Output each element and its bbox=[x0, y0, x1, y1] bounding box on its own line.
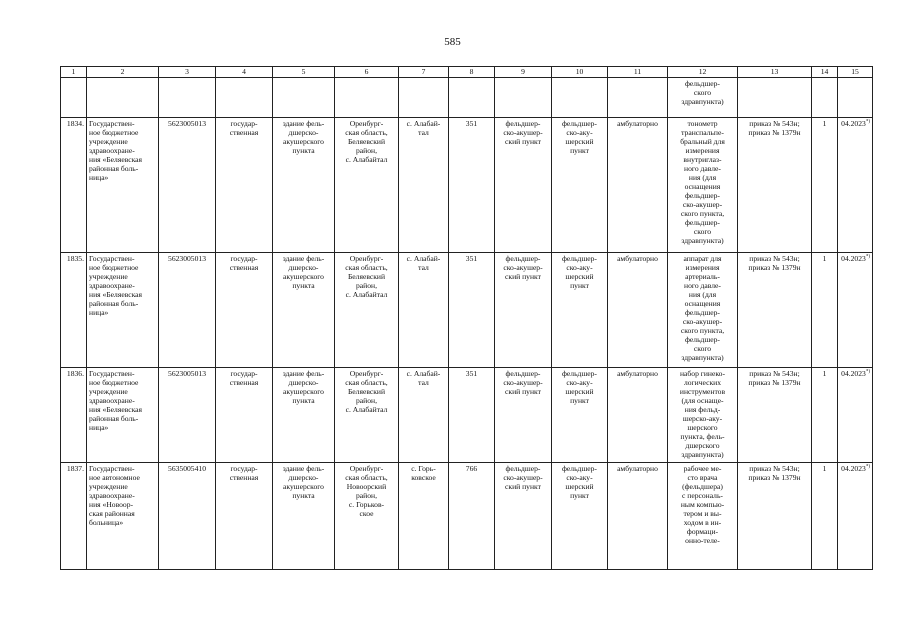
settlement-text: с. Алабай- тал bbox=[406, 369, 441, 387]
empty-cell bbox=[812, 78, 838, 118]
empty-cell bbox=[495, 78, 552, 118]
delivery-date-text: 04.2023 bbox=[841, 254, 866, 263]
organization-name-text: Государствен- ное автономное учреждение здравоохране- ния «Новоор- ская районная больница» bbox=[89, 464, 140, 527]
empty-cell bbox=[608, 78, 668, 118]
row-number bbox=[61, 368, 87, 463]
col-number: 5 bbox=[273, 67, 335, 78]
address bbox=[335, 463, 399, 570]
settlement bbox=[399, 463, 449, 570]
delivery-date bbox=[838, 463, 873, 570]
quantity bbox=[812, 118, 838, 253]
population-count bbox=[449, 253, 495, 368]
unit-name bbox=[552, 253, 608, 368]
unit-type-text: фельдшер- ско-акушер- ский пункт bbox=[503, 254, 543, 281]
unit-name-text: фельдшер- ско-аку- шерский пункт bbox=[562, 464, 597, 500]
equipment-name-text: аппарат для измерения артериаль- ного давле- ния (для оснащения фельдшер- ско-акушер- ского пункта, фельдшер- ского здравпункта) bbox=[680, 254, 725, 362]
address bbox=[335, 368, 399, 463]
unit-name-text: фельдшер- ско-аку- шерский пункт bbox=[562, 369, 597, 405]
row-number bbox=[61, 118, 87, 253]
equipment-name-text: набор гинеко- логических инструментов (для оснаще- ния фельд- шерско-аку- шерского пункта, фель- дшерского здравпункта) bbox=[679, 369, 726, 459]
settlement-text: с. Горь- ковское bbox=[411, 464, 436, 482]
empty-cell bbox=[216, 78, 273, 118]
unit-name bbox=[552, 118, 608, 253]
care-condition-text: амбулаторно bbox=[617, 464, 658, 473]
organization-name-text: Государствен- ное бюджетное учреждение здравоохране- ния «Беляевская районная боль- ница» bbox=[89, 119, 143, 182]
empty-cell bbox=[61, 78, 87, 118]
organization-code-text: 5623005013 bbox=[168, 254, 206, 263]
empty-cell bbox=[399, 78, 449, 118]
ownership-form bbox=[216, 253, 273, 368]
ownership-form-text: государ- ственная bbox=[229, 119, 259, 137]
population-count bbox=[449, 368, 495, 463]
unit-type-text: фельдшер- ско-акушер- ский пункт bbox=[503, 119, 543, 146]
empty-cell bbox=[552, 78, 608, 118]
unit-type-text: фельдшер- ско-акушер- ский пункт bbox=[503, 464, 543, 491]
col-number: 1 bbox=[61, 67, 87, 78]
population-count bbox=[449, 463, 495, 570]
organization-code bbox=[159, 253, 216, 368]
empty-cell bbox=[273, 78, 335, 118]
settlement-text: с. Алабай- тал bbox=[406, 119, 441, 137]
ownership-form-text: государ- ственная bbox=[229, 254, 259, 272]
settlement-text: с. Алабай- тал bbox=[406, 254, 441, 272]
address-text: Оренбург- ская область, Беляевский район, с. Алабайтал bbox=[345, 369, 388, 414]
delivery-date-text: 04.2023 bbox=[841, 464, 866, 473]
organization-name bbox=[87, 368, 159, 463]
address bbox=[335, 118, 399, 253]
empty-cell bbox=[87, 78, 159, 118]
equipment-continued: фельдшер- ского здравпункта) bbox=[668, 78, 738, 118]
col-number: 14 bbox=[812, 67, 838, 78]
address-text: Оренбург- ская область, Беляевский район, с. Алабайтал bbox=[345, 254, 388, 299]
registry-table bbox=[60, 66, 873, 570]
population-count bbox=[449, 118, 495, 253]
unit-name-text: фельдшер- ско-аку- шерский пункт bbox=[562, 254, 597, 290]
organization-code bbox=[159, 368, 216, 463]
unit-name bbox=[552, 368, 608, 463]
equipment-name bbox=[668, 463, 738, 570]
care-condition-text: амбулаторно bbox=[617, 369, 658, 378]
continued-row bbox=[61, 78, 873, 118]
ownership-form bbox=[216, 118, 273, 253]
delivery-date-text: 04.2023 bbox=[841, 119, 866, 128]
row-number-text: 1836. bbox=[66, 369, 84, 378]
address-text: Оренбург- ская область, Новоорский район, с. Горьков- ское bbox=[345, 464, 388, 518]
table-row bbox=[61, 463, 873, 570]
footnote-mark: *) bbox=[865, 464, 870, 470]
organization-code bbox=[159, 118, 216, 253]
care-condition-text: амбулаторно bbox=[617, 254, 658, 263]
table-row bbox=[61, 368, 873, 463]
col-number: 2 bbox=[87, 67, 159, 78]
organization-name bbox=[87, 463, 159, 570]
building-type-text: здание фель- дшерско- акушерского пункта bbox=[282, 254, 325, 290]
ownership-form-text: государ- ственная bbox=[229, 369, 259, 387]
col-number: 15 bbox=[838, 67, 873, 78]
equipment-name-text: тонометр транспальпе- бральный для измерения внутриглаз- ного давле- ния (для оснащения фельдшер- ско-акушер- ского пункта, фельдшер- ского здравпункта) bbox=[680, 119, 725, 245]
building-type-text: здание фель- дшерско- акушерского пункта bbox=[282, 369, 325, 405]
organization-name bbox=[87, 118, 159, 253]
unit-type bbox=[495, 118, 552, 253]
col-number: 11 bbox=[608, 67, 668, 78]
care-condition bbox=[608, 118, 668, 253]
empty-cell bbox=[159, 78, 216, 118]
empty-cell bbox=[738, 78, 812, 118]
organization-name-text: Государствен- ное бюджетное учреждение здравоохране- ния «Беляевская районная боль- ница» bbox=[89, 369, 143, 432]
quantity bbox=[812, 368, 838, 463]
organization-code-text: 5623005013 bbox=[168, 369, 206, 378]
normative-order-text: приказ № 543н; приказ № 1379н bbox=[748, 254, 801, 272]
care-condition-text: амбулаторно bbox=[617, 119, 658, 128]
organization-name bbox=[87, 253, 159, 368]
organization-code bbox=[159, 463, 216, 570]
col-number: 8 bbox=[449, 67, 495, 78]
row-number-text: 1835. bbox=[66, 254, 84, 263]
organization-name-text: Государствен- ное бюджетное учреждение здравоохране- ния «Беляевская районная боль- ница» bbox=[89, 254, 143, 317]
col-number: 3 bbox=[159, 67, 216, 78]
table-row bbox=[61, 118, 873, 253]
unit-type bbox=[495, 463, 552, 570]
delivery-date bbox=[838, 253, 873, 368]
care-condition bbox=[608, 463, 668, 570]
row-number-text: 1837. bbox=[66, 464, 84, 473]
normative-order bbox=[738, 463, 812, 570]
population-count-text: 351 bbox=[465, 369, 478, 378]
settlement bbox=[399, 118, 449, 253]
quantity-text: 1 bbox=[822, 369, 827, 378]
normative-order-text: приказ № 543н; приказ № 1379н bbox=[748, 464, 801, 482]
footnote-mark: *) bbox=[865, 119, 870, 125]
col-number: 7 bbox=[399, 67, 449, 78]
unit-type-text: фельдшер- ско-акушер- ский пункт bbox=[503, 369, 543, 396]
row-number bbox=[61, 253, 87, 368]
equipment-name bbox=[668, 118, 738, 253]
col-number: 12 bbox=[668, 67, 738, 78]
unit-name-text: фельдшер- ско-аку- шерский пункт bbox=[562, 119, 597, 155]
footnote-mark: *) bbox=[865, 254, 870, 260]
organization-code-text: 5623005013 bbox=[168, 119, 206, 128]
row-number-text: 1834. bbox=[66, 119, 84, 128]
equipment-name bbox=[668, 253, 738, 368]
care-condition bbox=[608, 253, 668, 368]
organization-code-text: 5635005410 bbox=[168, 464, 206, 473]
building-type-text: здание фель- дшерско- акушерского пункта bbox=[282, 464, 325, 500]
quantity bbox=[812, 253, 838, 368]
normative-order-text: приказ № 543н; приказ № 1379н bbox=[748, 119, 801, 137]
empty-cell bbox=[838, 78, 873, 118]
normative-order bbox=[738, 253, 812, 368]
care-condition bbox=[608, 368, 668, 463]
population-count-text: 766 bbox=[465, 464, 478, 473]
normative-order bbox=[738, 118, 812, 253]
column-number-row bbox=[61, 67, 873, 78]
address bbox=[335, 253, 399, 368]
col-number: 13 bbox=[738, 67, 812, 78]
population-count-text: 351 bbox=[465, 119, 478, 128]
delivery-date bbox=[838, 118, 873, 253]
building-type-text: здание фель- дшерско- акушерского пункта bbox=[282, 119, 325, 155]
address-text: Оренбург- ская область, Беляевский район, с. Алабайтал bbox=[345, 119, 388, 164]
normative-order bbox=[738, 368, 812, 463]
building-type bbox=[273, 368, 335, 463]
building-type bbox=[273, 253, 335, 368]
ownership-form bbox=[216, 463, 273, 570]
footnote-mark: *) bbox=[865, 369, 870, 375]
page-number: 585 bbox=[444, 36, 461, 48]
ownership-form bbox=[216, 368, 273, 463]
empty-cell bbox=[449, 78, 495, 118]
quantity-text: 1 bbox=[822, 119, 827, 128]
ownership-form-text: государ- ственная bbox=[229, 464, 259, 482]
col-number: 6 bbox=[335, 67, 399, 78]
row-number bbox=[61, 463, 87, 570]
unit-type bbox=[495, 368, 552, 463]
table-row bbox=[61, 253, 873, 368]
quantity-text: 1 bbox=[822, 254, 827, 263]
col-number: 9 bbox=[495, 67, 552, 78]
building-type bbox=[273, 118, 335, 253]
settlement bbox=[399, 253, 449, 368]
col-number: 4 bbox=[216, 67, 273, 78]
col-number: 10 bbox=[552, 67, 608, 78]
building-type bbox=[273, 463, 335, 570]
empty-cell bbox=[335, 78, 399, 118]
unit-name bbox=[552, 463, 608, 570]
quantity bbox=[812, 463, 838, 570]
population-count-text: 351 bbox=[465, 254, 478, 263]
delivery-date-text: 04.2023 bbox=[841, 369, 866, 378]
normative-order-text: приказ № 543н; приказ № 1379н bbox=[748, 369, 801, 387]
delivery-date bbox=[838, 368, 873, 463]
equipment-name-text: рабочее ме- сто врача (фельдшера) с персональ- ным компью- тером и вы- ходом в ин- формаци- онно-теле- bbox=[680, 464, 725, 545]
unit-type bbox=[495, 253, 552, 368]
equipment-name bbox=[668, 368, 738, 463]
quantity-text: 1 bbox=[822, 464, 827, 473]
settlement bbox=[399, 368, 449, 463]
